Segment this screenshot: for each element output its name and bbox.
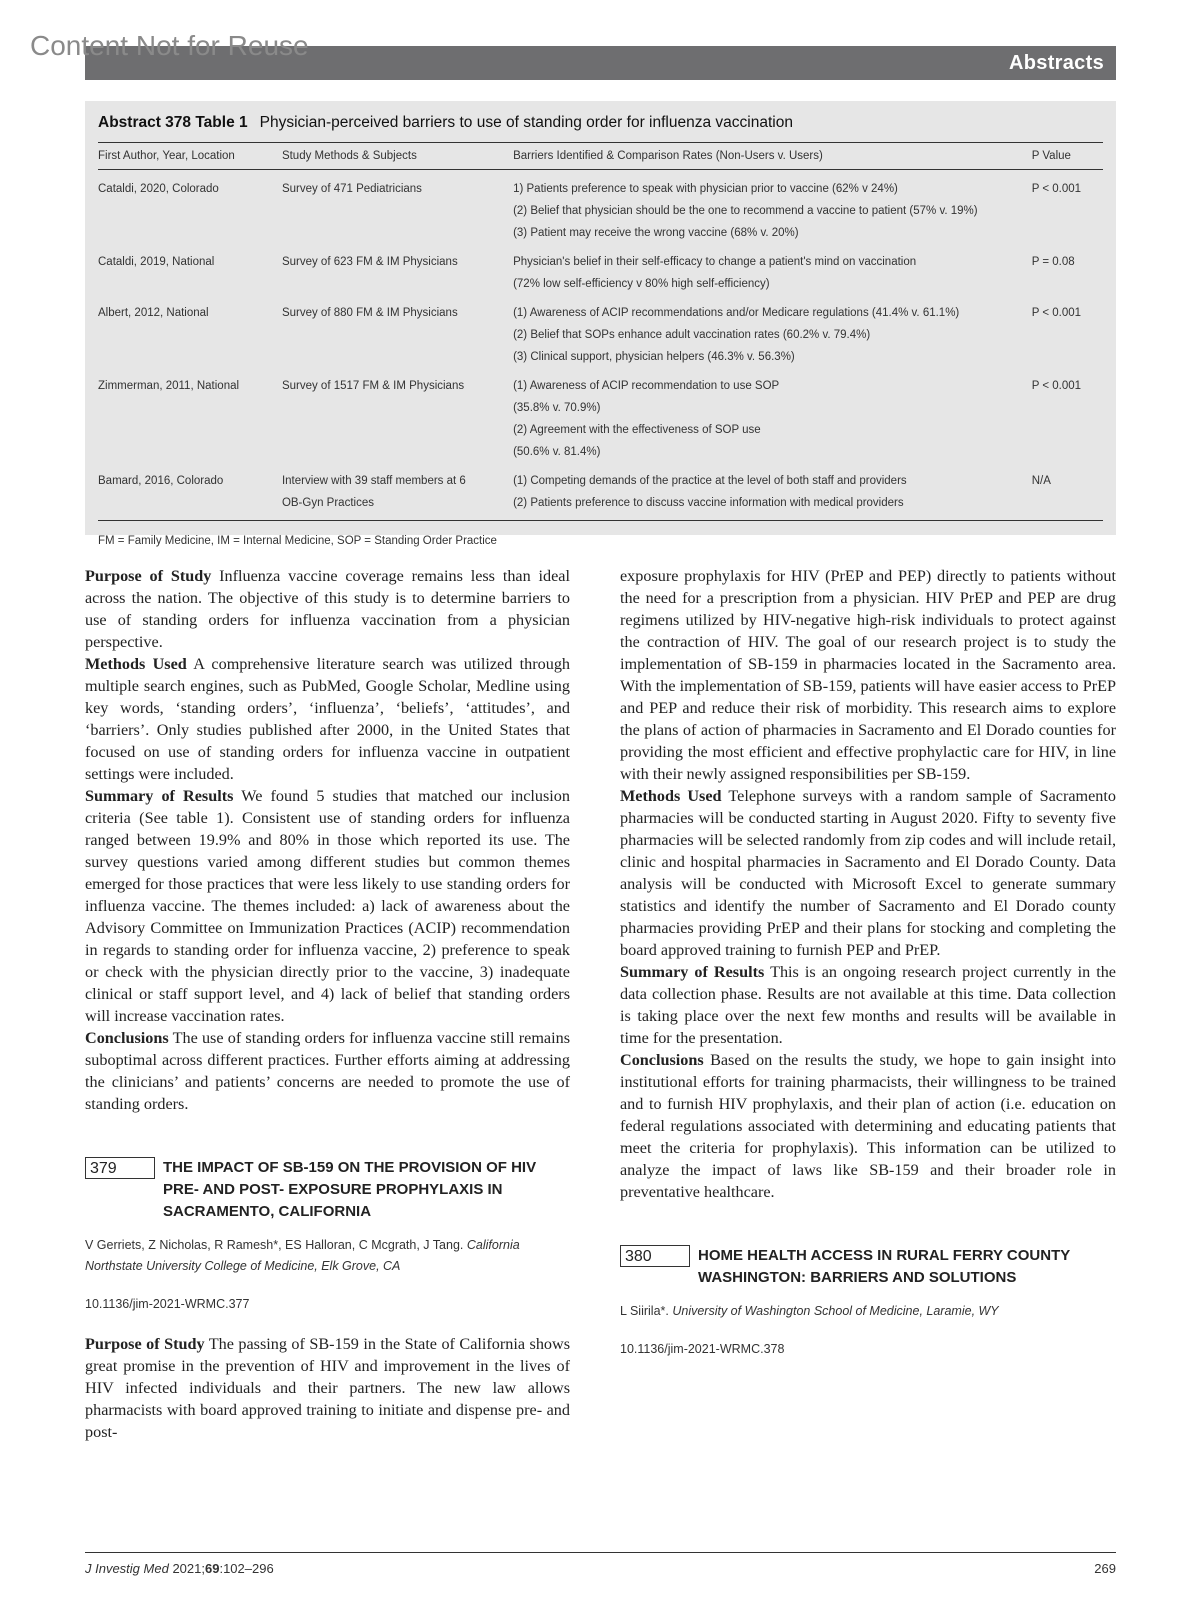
page-number: 269 bbox=[1094, 1561, 1116, 1576]
methods-cell bbox=[282, 170, 513, 245]
abstract-378-results: Summary of Results We found 5 studies that matched our inclusion criteria (See table 1). Consistent use of standing orders for influenza ranged between 19.9% and 80% in those which reported its use. The survey questions varied among different studies but common themes emerged for those practices that were less likely to use standing orders for influenza vaccine. The themes included: a) lack of awareness about the Advisory Committee on Immunization Practices (ACIP) recommendation in regards to standing order for influenza vaccine, 2) preference to speak or check with the physician directly prior to the vaccine, 3) inadequate clinical or staff support level, and 4) lack of belief that standing orders will increase vaccination rates. bbox=[85, 787, 570, 1025]
p-value-cell: P = 0.08 bbox=[1031, 256, 1075, 268]
barriers-line: (2) Belief that physician should be the one to recommend a vaccine to patient (57% v. 19%) bbox=[513, 205, 978, 217]
abstract-380-title: HOME HEALTH ACCESS IN RURAL FERRY COUNTY WASHINGTON: BARRIERS AND SOLUTIONS bbox=[698, 1247, 1070, 1286]
barriers-line: (1) Awareness of ACIP recommendation to use SOP bbox=[513, 380, 780, 392]
p-value-cell: P < 0.001 bbox=[1031, 380, 1082, 392]
barriers-line: (3) Clinical support, physician helpers (46.3% v. 56.3%) bbox=[513, 351, 795, 363]
author-cell: Cataldi, 2020, Colorado bbox=[98, 183, 219, 195]
abstract-379-heading bbox=[85, 1157, 570, 1223]
abstract-379-purpose-cont: exposure prophylaxis for HIV (PrEP and PEP) directly to patients without the need for a prescription from a physician. HIV PrEP and PEP are drug regimens utilized by HIV-negative high-risk individuals to protect against the contraction of HIV. The goal of our research project is to study the implementation of SB-159 in pharmacies located in the Sacramento area. With the implementation of SB-159, patients will have easier access to PrEP and PEP and reduce their risk of morbidity. This research aims to explore the plans of action of pharmacies in Sacramento and El Dorado counties for providing the most efficient and effective prophylactic care for HIV, in line with their newly assigned responsibilities per SB-159. bbox=[620, 567, 1116, 783]
abstract-378-methods: Methods Used A comprehensive literature search was utilized through multiple search engines, such as PubMed, Google Scholar, Medline using key words, ‘standing orders’, ‘influenza’, ‘beliefs’, ‘attitudes’, and ‘barriers’. Only studies published after 2000, in the United States that focused on use of standing orders for influenza vaccine in outpatient settings were included. bbox=[85, 655, 571, 783]
barriers-line: (1) Competing demands of the practice at the level of both staff and providers bbox=[513, 475, 907, 487]
table-row bbox=[98, 170, 1103, 245]
barriers-line: (2) Patients preference to discuss vaccine information with medical providers bbox=[513, 497, 904, 509]
table-footnote: FM = Family Medicine, IM = Internal Medicine, SOP = Standing Order Practice bbox=[98, 535, 497, 547]
abstract-379-authors: V Gerriets, Z Nicholas, R Ramesh*, ES Halloran, C Mcgrath, J Tang. California Northstate University College of Medicine, Elk Grove, CA bbox=[85, 1238, 520, 1273]
author-cell: Zimmerman, 2011, National bbox=[98, 380, 240, 392]
barriers-cell bbox=[513, 463, 1032, 521]
methods-line: Survey of 623 FM & IM Physicians bbox=[281, 256, 458, 268]
p-value-cell: P < 0.001 bbox=[1031, 183, 1082, 195]
barriers-line: (50.6% v. 81.4%) bbox=[513, 446, 601, 458]
methods-line: Survey of 471 Pediatricians bbox=[281, 183, 422, 195]
table-label: Abstract 378 Table 1 bbox=[98, 114, 248, 131]
methods-cell bbox=[282, 463, 513, 521]
methods-cell bbox=[282, 295, 513, 368]
watermark: Content Not for Reuse bbox=[30, 30, 309, 61]
abstract-378-conclusions: Conclusions The use of standing orders for influenza vaccine still remains suboptimal across different practices. Further efforts aiming at addressing the clinicians’ and patients’ concerns are needed to promote the use of standing orders. bbox=[85, 1029, 570, 1113]
barriers-line: (35.8% v. 70.9%) bbox=[513, 402, 601, 414]
barriers-line: (72% low self-efficiency v 80% high self-efficiency) bbox=[513, 278, 770, 290]
col-header-barriers: Barriers Identified & Comparison Rates (Non-Users v. Users) bbox=[513, 143, 1032, 170]
methods-line: Survey of 880 FM & IM Physicians bbox=[281, 307, 458, 319]
methods-cell bbox=[282, 368, 513, 463]
methods-line: Survey of 1517 FM & IM Physicians bbox=[281, 380, 465, 392]
methods-cell bbox=[282, 244, 513, 295]
p-value-cell: P < 0.001 bbox=[1031, 307, 1082, 319]
col-header-author: First Author, Year, Location bbox=[98, 143, 282, 170]
abstract-379-conclusions: Conclusions Based on the results the study, we hope to gain insight into institutional efforts for training pharmacists, their willingness to be trained and to furnish HIV prophylaxis, and their plan of action (i.e. education on federal regulations associated with determining and educating patients that meet the criteria for prophylaxis). This information can be utilized to analyze the impact of laws like SB-159 and their broader role in preventative healthcare. bbox=[620, 1051, 1116, 1201]
author-cell: Bamard, 2016, Colorado bbox=[98, 463, 282, 521]
abstract-380-authors: L Siirila*. University of Washington School of Medicine, Laramie, WY bbox=[620, 1304, 999, 1318]
abstract-table bbox=[85, 101, 1116, 547]
table-row bbox=[98, 368, 1103, 463]
abstract-379-methods: Methods Used Telephone surveys with a random sample of Sacramento pharmacies will be conducted starting in August 2020. Fifty to seventy five pharmacies will be selected randomly from zip codes and will include retail, clinic and hospital pharmacies in Sacramento and El Dorado County. Data analysis will be conducted with Microsoft Excel to generate summary statistics and identify the number of Sacramento and El Dorado county pharmacies providing PrEP and their plans for stocking and completing the board approved training to furnish PEP and PrEP. bbox=[620, 787, 1116, 959]
methods-line: OB-Gyn Practices bbox=[281, 497, 374, 509]
author-cell: Cataldi, 2019, National bbox=[98, 256, 215, 268]
barriers-line: (2) Agreement with the effectiveness of SOP use bbox=[513, 424, 761, 436]
barriers-table bbox=[98, 142, 1103, 521]
abstract-379-results: Summary of Results This is an ongoing research project currently in the data collection phase. Results are not available at this time. Data collection is taking place over the next few months and results will be available in time for the presentation. bbox=[620, 963, 1116, 1047]
table-title bbox=[98, 113, 1103, 133]
abstract-379-title: THE IMPACT OF SB-159 ON THE PROVISION OF HIV PRE- AND POST- EXPOSURE PROPHYLAXIS IN SACRAMENTO, CALIFORNIA bbox=[163, 1159, 537, 1220]
barriers-line: Physician's belief in their self-efficacy to change a patient's mind on vaccination bbox=[513, 256, 917, 268]
abstract-380-heading bbox=[620, 1245, 1116, 1289]
col-header-methods: Study Methods & Subjects bbox=[282, 143, 513, 170]
barriers-line: (2) Belief that SOPs enhance adult vaccination rates (60.2% v. 79.4%) bbox=[513, 329, 871, 341]
barriers-line: (1) Awareness of ACIP recommendations and/or Medicare regulations (41.4% v. 61.1%) bbox=[513, 307, 960, 319]
barriers-cell bbox=[513, 368, 1032, 463]
left-column bbox=[85, 565, 570, 1443]
barriers-cell bbox=[513, 170, 1032, 245]
section-label: Abstracts bbox=[1009, 52, 1104, 74]
table-row bbox=[98, 244, 1103, 295]
right-column bbox=[620, 565, 1116, 1378]
footer-rule bbox=[85, 1552, 1116, 1553]
p-value-cell: N/A bbox=[1032, 463, 1103, 521]
barriers-line: 1) Patients preference to speak with physician prior to vaccine (62% v 24%) bbox=[513, 183, 898, 195]
abstract-380-number: 380 bbox=[620, 1245, 690, 1267]
author-cell: Albert, 2012, National bbox=[98, 307, 209, 319]
abstract-378-purpose: Purpose of Study Influenza vaccine coverage remains less than ideal across the nation. The objective of this study is to determine barriers to use of standing orders for influenza vaccination from a physician perspective. bbox=[85, 567, 570, 651]
abstract-379-number: 379 bbox=[85, 1157, 155, 1179]
barriers-cell bbox=[513, 244, 1032, 295]
table-row bbox=[98, 295, 1103, 368]
abstract-379-doi: 10.1136/jim-2021-WRMC.377 bbox=[85, 1297, 250, 1311]
barriers-line: (3) Patient may receive the wrong vaccine (68% v. 20%) bbox=[513, 227, 799, 239]
barriers-cell bbox=[513, 295, 1032, 368]
footer-citation: J Investig Med 2021;69:102–296 bbox=[85, 1561, 274, 1576]
col-header-p-value: P Value bbox=[1032, 143, 1103, 170]
methods-line: Interview with 39 staff members at 6 bbox=[281, 475, 466, 487]
abstract-379-purpose-start: Purpose of Study The passing of SB-159 in the State of California shows great promise in the prevention of HIV and improvement in the lives of HIV infected individuals and their partners. The new law allows pharmacists with board approved training to initiate and dispense pre- and post- bbox=[85, 1335, 570, 1441]
table-body bbox=[98, 170, 1103, 521]
table-caption: Physician-perceived barriers to use of standing order for influenza vaccination bbox=[259, 114, 793, 131]
table-row bbox=[98, 463, 1103, 521]
abstract-380-doi: 10.1136/jim-2021-WRMC.378 bbox=[620, 1342, 785, 1356]
